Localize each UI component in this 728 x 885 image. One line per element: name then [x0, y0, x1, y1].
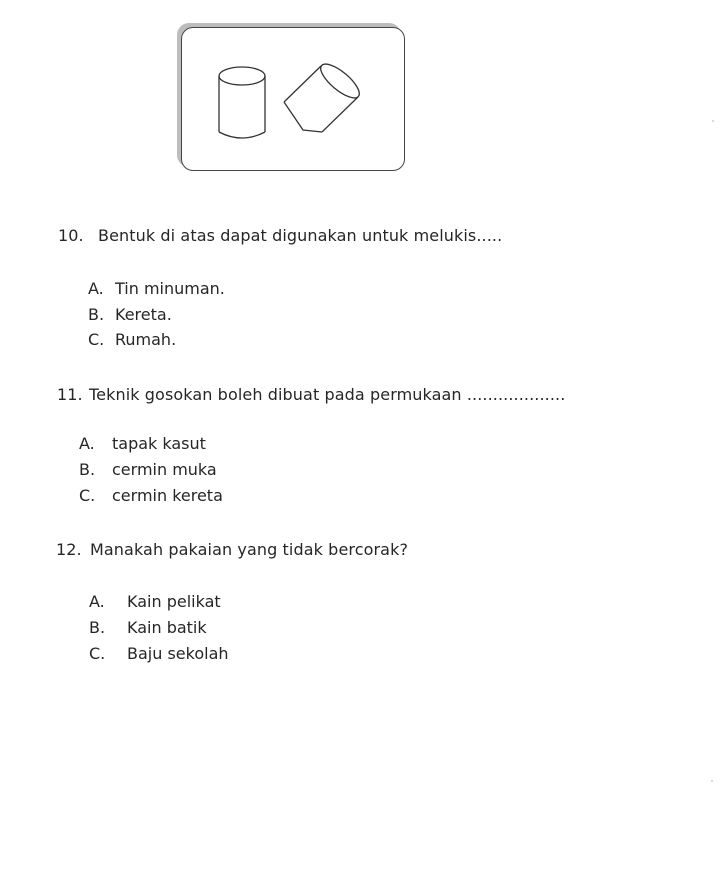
option-10-a — [88, 279, 225, 298]
option-text: cermin kereta — [112, 486, 223, 505]
question-text: Teknik gosokan boleh dibuat pada permukaan ................... — [89, 385, 566, 404]
option-text: Kereta. — [115, 305, 172, 324]
option-letter: C. — [89, 644, 106, 663]
option-12-b — [89, 618, 207, 637]
option-text: Rumah. — [115, 330, 177, 349]
scan-speck — [712, 120, 714, 122]
option-letter: B. — [88, 305, 105, 324]
option-text: tapak kasut — [112, 434, 206, 453]
question-number: 11. — [57, 385, 83, 404]
tilted-cylinder-icon — [284, 59, 364, 132]
question-text: Manakah pakaian yang tidak bercorak? — [90, 540, 409, 559]
option-11-c — [79, 486, 223, 505]
option-text: cermin muka — [112, 460, 217, 479]
option-10-b — [88, 305, 172, 324]
option-letter: B. — [79, 460, 96, 479]
option-letter: C. — [79, 486, 96, 505]
question-number: 12. — [56, 540, 82, 559]
option-letter: B. — [89, 618, 106, 637]
option-text: Tin minuman. — [115, 279, 225, 298]
option-11-b — [79, 460, 217, 479]
option-letter: C. — [88, 330, 105, 349]
option-text: Kain pelikat — [127, 592, 221, 611]
option-12-a — [89, 592, 221, 611]
question-10 — [58, 226, 502, 245]
option-letter: A. — [79, 434, 95, 453]
upright-cylinder-icon — [219, 67, 265, 138]
question-12 — [56, 540, 408, 559]
question-number: 10. — [58, 226, 84, 245]
scan-speck — [711, 780, 713, 782]
option-11-a — [79, 434, 206, 453]
option-text: Kain batik — [127, 618, 207, 637]
option-10-c — [88, 330, 176, 349]
option-12-c — [89, 644, 229, 663]
option-text: Baju sekolah — [127, 644, 229, 663]
cylinder-drawing — [182, 28, 404, 170]
option-letter: A. — [89, 592, 105, 611]
cylinder-figure — [181, 27, 405, 171]
option-letter: A. — [88, 279, 104, 298]
question-text: Bentuk di atas dapat digunakan untuk melukis..... — [98, 226, 503, 245]
question-11 — [57, 385, 565, 404]
